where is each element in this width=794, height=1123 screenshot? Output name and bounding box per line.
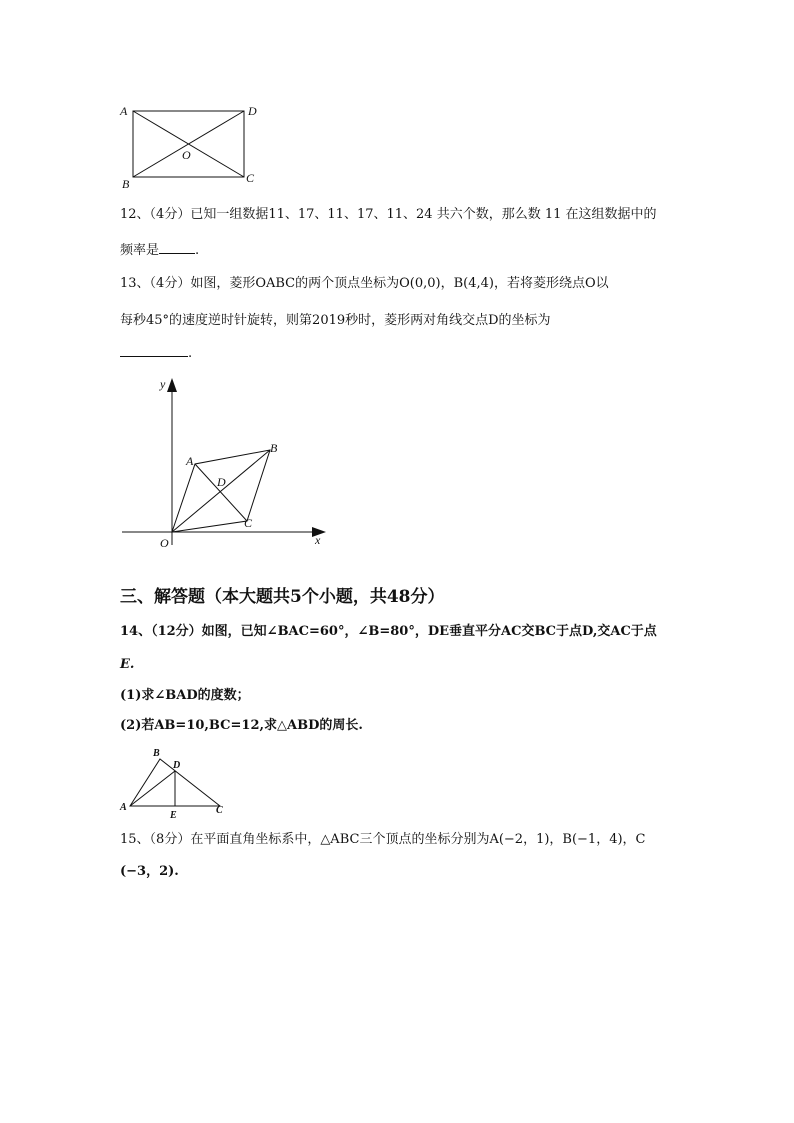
question-13-line1: 13、（4分）如图，菱形OABC的两个顶点坐标为O(0,0)，B(4,4)，若将菱形绕点O以 xyxy=(120,276,609,291)
label-b: B xyxy=(270,441,278,455)
label-d: D xyxy=(173,760,181,771)
question-13-line3 xyxy=(120,343,192,364)
label-a: A xyxy=(120,802,127,813)
question-14-line2: E. xyxy=(120,657,135,672)
question-13-suffix: . xyxy=(188,346,193,361)
rectangle-figure xyxy=(110,98,270,194)
diagonal-ac xyxy=(195,464,247,521)
label-o: O xyxy=(160,536,169,550)
rhombus-figure xyxy=(110,370,340,552)
triangle-figure xyxy=(115,744,230,822)
label-e: E xyxy=(170,810,177,821)
label-b: B xyxy=(122,177,130,191)
label-d: D xyxy=(217,475,226,489)
question-14-part2: (2)若AB=10,BC=12,求△ABD的周长. xyxy=(120,718,363,733)
axis-label-x: x xyxy=(315,533,321,547)
answer-blank-13 xyxy=(120,343,188,357)
segment-ad xyxy=(130,771,175,806)
question-12-line2 xyxy=(120,240,199,261)
label-d: D xyxy=(248,104,257,118)
label-c: C xyxy=(244,516,253,530)
question-15-line2: (−3，2). xyxy=(120,864,179,879)
question-15-line1: 15、（8分）在平面直角坐标系中，△ABC三个顶点的坐标分别为A(−2，1)，B(−1，4)，C xyxy=(120,832,646,847)
question-12-suffix: . xyxy=(195,243,200,258)
label-o: O xyxy=(182,148,191,162)
label-a: A xyxy=(120,104,128,118)
label-b: B xyxy=(153,748,160,759)
label-c: C xyxy=(216,805,223,816)
axis-label-y: y xyxy=(160,377,166,391)
label-c: C xyxy=(246,171,255,185)
answer-blank-12 xyxy=(159,240,195,254)
y-axis-arrow-icon xyxy=(167,378,177,392)
section-heading: 三、解答题（本大题共5个小题，共48分） xyxy=(120,587,445,607)
question-14-part1: (1)求∠BAD的度数； xyxy=(120,688,250,703)
question-12-line1: 12、（4分）已知一组数据11、17、11、17、11、24 共六个数，那么数 11 在这组数据中的 xyxy=(120,207,657,222)
label-a: A xyxy=(186,454,194,468)
question-13-line2: 每秒45°的速度逆时针旋转，则第2019秒时，菱形两对角线交点D的坐标为 xyxy=(120,313,551,328)
question-14-line1: 14、（12分）如图，已知∠BAC=60°，∠B=80°，DE垂直平分AC交BC于点D,交AC于点 xyxy=(120,624,657,639)
question-12-prefix: 频率是 xyxy=(120,243,160,258)
